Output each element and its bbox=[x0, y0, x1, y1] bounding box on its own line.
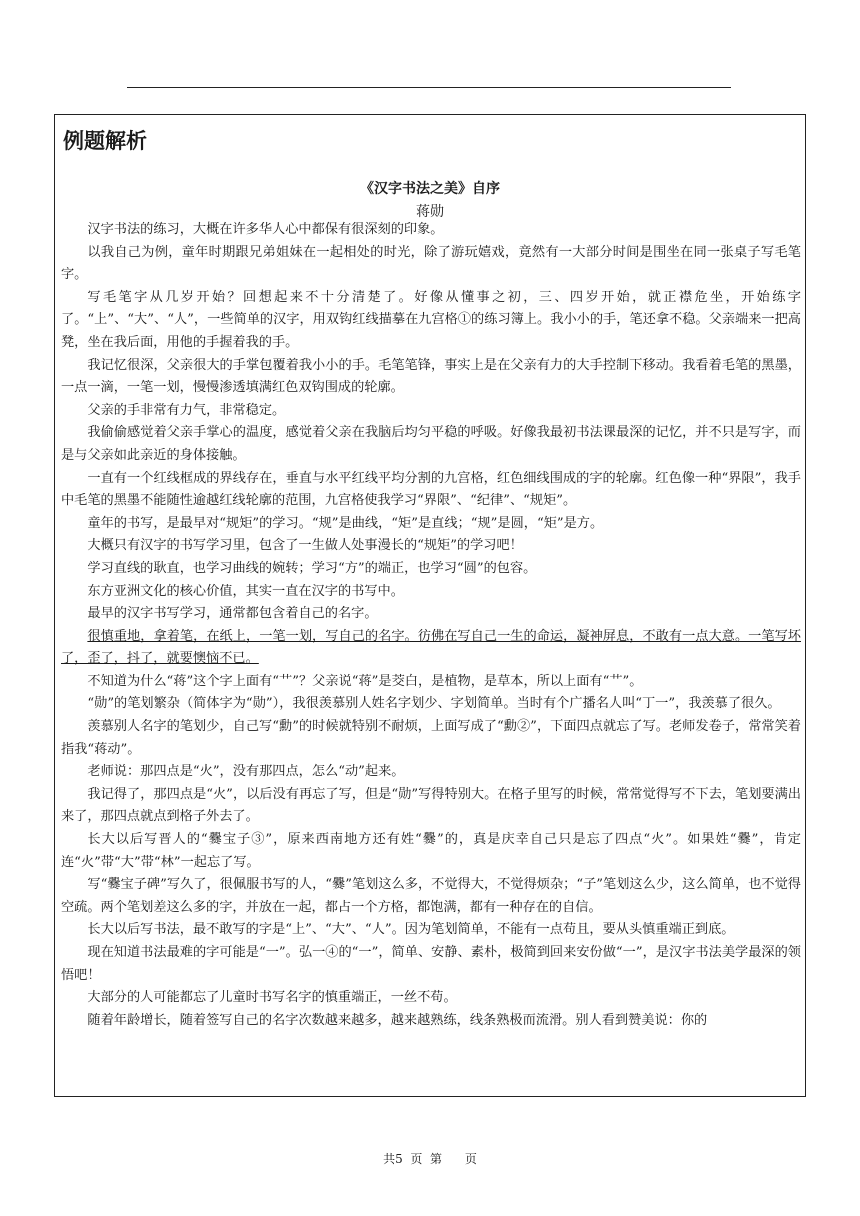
paragraph: 大部分的人可能都忘了儿童时书写名字的慎重端正，一丝不苟。 bbox=[87, 990, 457, 1006]
paragraph: 我记得了，那四点是“火”，以后没有再忘了写，但是“勋”写得特别大。在格子里写的时候，常常觉得写不下去，笔划要满出来了，那四点就点到格子外去了。 bbox=[61, 786, 801, 825]
header-rule bbox=[127, 87, 731, 88]
paragraph: 最早的汉字书写学习，通常都包含着自己的名字。 bbox=[87, 606, 378, 622]
paragraph: 我记忆很深，父亲很大的手掌包覆着我小小的手。毛笔笔锋，事实上是在父亲有力的大手控制下移动。我看着毛笔的黑墨，一点一滴，一笔一划，慢慢渗透填满红色双钩围成的轮廓。 bbox=[61, 357, 801, 396]
article-title: 《汉字书法之美》自序 bbox=[360, 181, 500, 197]
footer-page-unit-2: 页 bbox=[464, 1152, 477, 1166]
article-author: 蒋勋 bbox=[416, 204, 444, 220]
paragraph: 我偷偷感觉着父亲手掌心的温度，感觉着父亲在我脑后均匀平稳的呼吸。好像我最初书法课最深的记忆，并不只是写字，而是与父亲如此亲近的身体接触。 bbox=[61, 425, 801, 463]
content-box bbox=[54, 114, 806, 1097]
footer-total-label: 共 bbox=[383, 1152, 396, 1166]
paragraph: 一直有一个红线框成的界线存在，垂直与水平红线平均分割的九宫格，红色细线围成的字的轮廓。红色像一种“界限”，我手中毛笔的黑墨不能随性逾越红线轮廓的范围，九宫格使我学习“界限”、“纪律”、“规矩”。 bbox=[61, 470, 801, 509]
page-footer bbox=[0, 1150, 860, 1167]
paragraph: 长大以后写书法，最不敢写的字是“上”、“大”、“人”。因为笔划简单，不能有一点苟且，要从头慎重端正到底。 bbox=[87, 922, 735, 938]
paragraph: 童年的书写，是最早对“规矩”的学习。“规”是曲线，“矩”是直线；“规”是圆，“矩”是方。 bbox=[87, 515, 604, 531]
paragraph: 父亲的手非常有力气，非常稳定。 bbox=[87, 402, 286, 418]
paragraph: 老师说：那四点是“火”，没有那四点，怎么“动”起来。 bbox=[87, 764, 405, 780]
article-body bbox=[61, 219, 801, 1032]
footer-total-pages: 5 bbox=[395, 1152, 403, 1166]
paragraph: 写“爨宝子碑”写久了，很佩服书写的人，“爨”笔划这么多，不觉得大，不觉得烦杂；“子”笔划这么少，这么简单，也不觉得空疏。两个笔划差这么多的字，并放在一起，都占一个方格，都饱满，都有一种存在的自信。 bbox=[61, 877, 801, 915]
footer-page-unit: 页 bbox=[410, 1152, 423, 1166]
paragraph: 汉字书法的练习，大概在许多华人心中都保有很深刻的印象。 bbox=[87, 222, 444, 237]
paragraph: 大概只有汉字的书写学习里，包含了一生做人处事漫长的“规矩”的学习吧！ bbox=[87, 538, 523, 554]
underlined-paragraph bbox=[61, 626, 801, 671]
paragraph: 东方亚洲文化的核心价值，其实一直在汉字的书写中。 bbox=[87, 583, 404, 599]
paragraph: 学习直线的耿直，也学习曲线的婉转；学习“方”的端正，也学习“圆”的包容。 bbox=[87, 560, 537, 576]
paragraph: 随着年龄增长，随着签写自己的名字次数越来越多，越来越熟练，线条熟极而流滑。别人看到赞美说：你的 bbox=[87, 1012, 708, 1028]
paragraph: 现在知道书法最难的字可能是“一”。弘一④的“一”，简单、安静、素朴，极简到回来安份做“一”，是汉字书法美学最深的领悟吧！ bbox=[61, 945, 801, 983]
section-title: 例题解析 bbox=[63, 129, 147, 153]
underlined-text: 很慎重地，拿着笔，在纸上，一笔一划，写自己的名字。彷佛在写自己一生的命运，凝神屏息，不敢有一点大意。一笔写坏了，歪了，抖了，就要懊恼不已。 bbox=[61, 628, 801, 667]
paragraph: 长大以后写晋人的“爨宝子③”，原来西南地方还有姓“爨”的，真是庆幸自己只是忘了四点“火”。如果姓“爨”，肯定连“火”带“大”带“林”一起忘了写。 bbox=[61, 832, 801, 870]
footer-current-label: 第 bbox=[430, 1152, 443, 1166]
paragraph: 羡慕别人名字的笔划少，自己写“勳”的时候就特别不耐烦，上面写成了“勳②”，下面四点就忘了写。老师发卷子，常常笑着指我“蒋动”。 bbox=[61, 719, 801, 757]
paragraph: 不知道为什么“蒋”这个字上面有“艹”？父亲说“蒋”是茭白，是植物，是草本，所以上面有“艹”。 bbox=[87, 673, 643, 689]
paragraph: “勋”的笔划繁杂（简体字为“勋”），我很羡慕别人姓名字划少、字划简单。当时有个广播名人叫“丁一”，我羡慕了很久。 bbox=[87, 696, 781, 712]
paragraph: 以我自己为例，童年时期跟兄弟姐妹在一起相处的时光，除了游玩嬉戏，竟然有一大部分时间是围坐在同一张桌子写毛笔字。 bbox=[61, 244, 801, 283]
paragraph: 写毛笔字从几岁开始？回想起来不十分清楚了。好像从懂事之初，三、四岁开始，就正襟危坐，开始练字了。“上”、“大”、“人”，一些简单的汉字，用双钩红线描摹在九宫格①的练习簿上。我小小的手，笔还拿不稳。父亲端来一把高凳，坐在我后面，用他的手握着我的手。 bbox=[61, 289, 801, 350]
